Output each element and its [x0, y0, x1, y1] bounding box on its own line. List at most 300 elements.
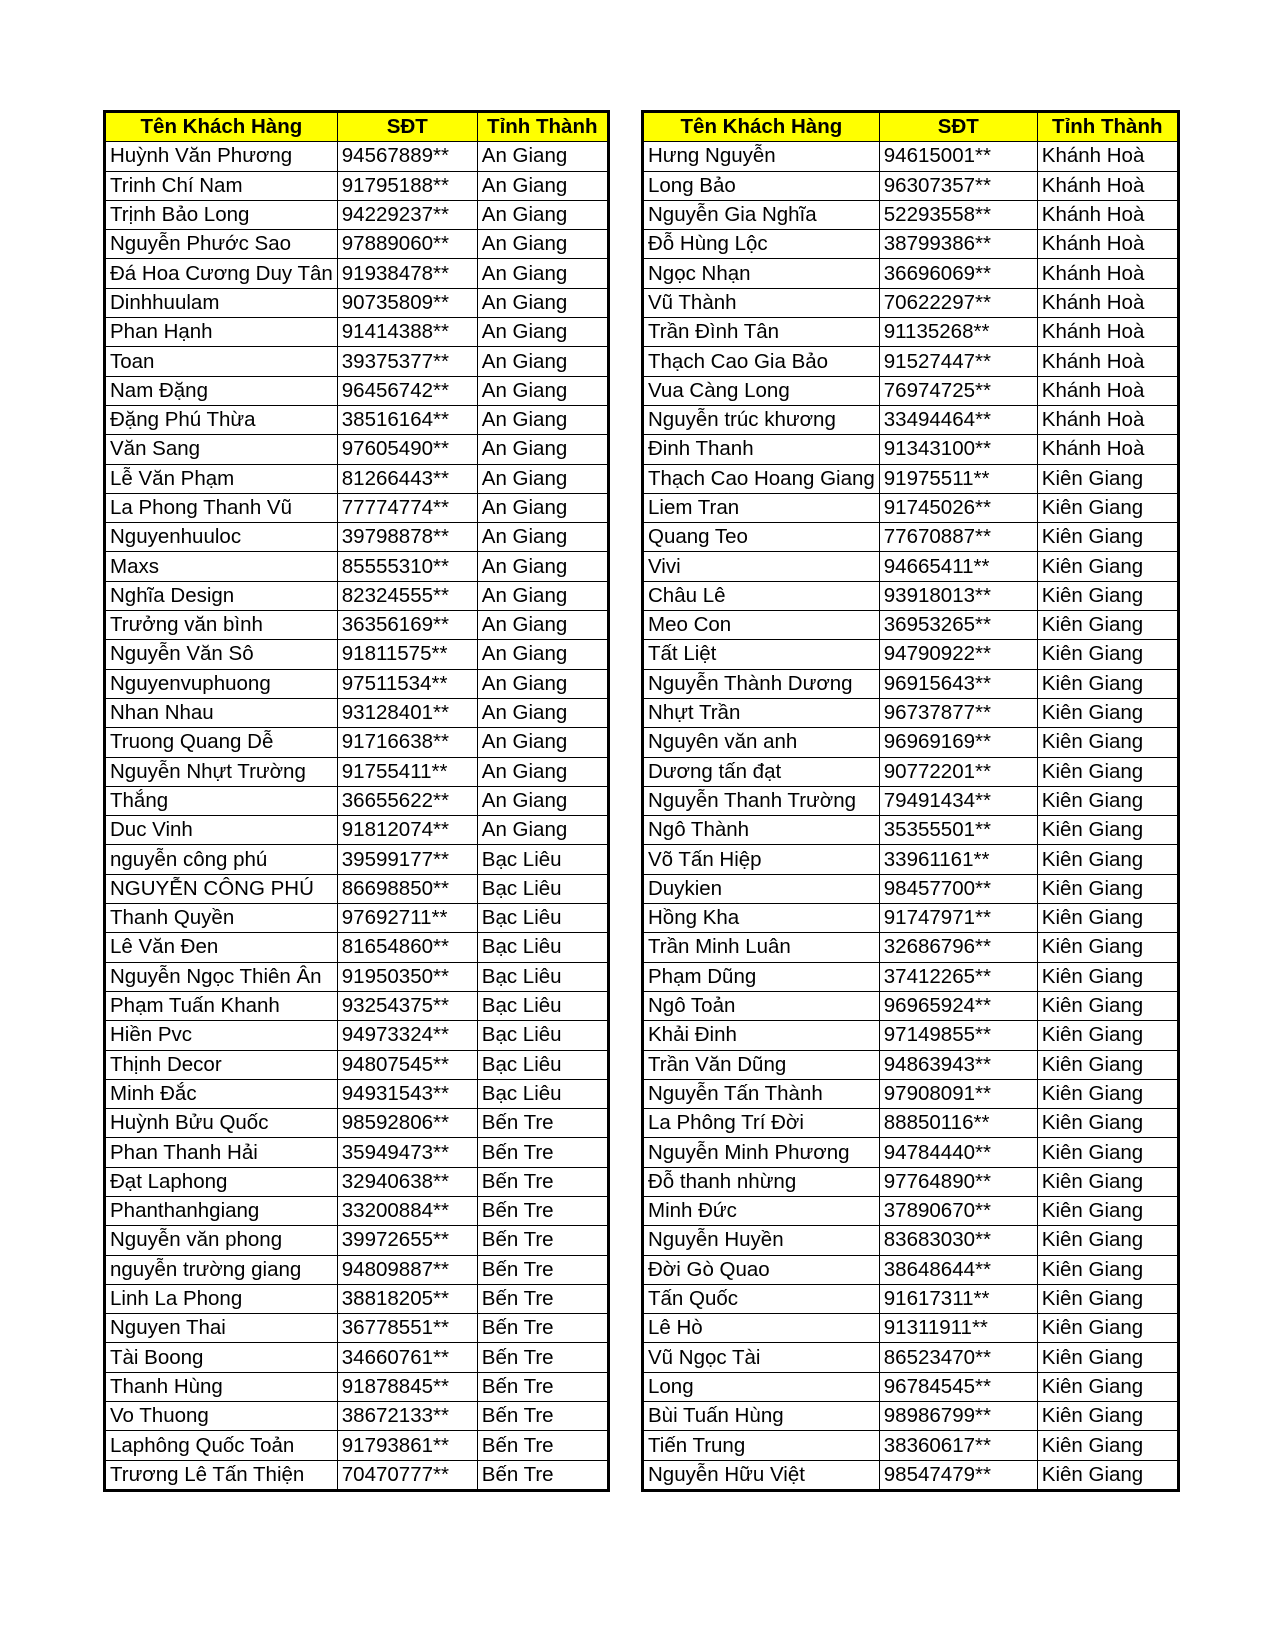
- customer-name-cell: Nguyễn Huyền: [644, 1226, 880, 1255]
- customer-name-cell: Phanthanhgiang: [106, 1196, 338, 1225]
- table-row: [106, 611, 608, 640]
- customer-name-cell: Vo Thuong: [106, 1402, 338, 1431]
- table-row: [644, 669, 1178, 698]
- province-cell: Bến Tre: [477, 1138, 607, 1167]
- phone-cell: 77774774**: [337, 493, 477, 522]
- province-cell: An Giang: [477, 435, 607, 464]
- phone-cell: 88850116**: [879, 1109, 1037, 1138]
- customer-name-cell: Nguyễn Phước Sao: [106, 230, 338, 259]
- province-cell: An Giang: [477, 405, 607, 434]
- table-row: [106, 376, 608, 405]
- customer-name-cell: Văn Sang: [106, 435, 338, 464]
- province-cell: An Giang: [477, 757, 607, 786]
- header-phone: SĐT: [337, 113, 477, 142]
- province-cell: Kiên Giang: [1037, 1226, 1177, 1255]
- table-row: [106, 845, 608, 874]
- customer-name-cell: Lê Văn Đen: [106, 933, 338, 962]
- province-cell: Kiên Giang: [1037, 1460, 1177, 1489]
- phone-cell: 91414388**: [337, 318, 477, 347]
- table-row: [106, 259, 608, 288]
- table-row: [644, 1314, 1178, 1343]
- province-cell: Kiên Giang: [1037, 1314, 1177, 1343]
- province-cell: Bạc Liêu: [477, 962, 607, 991]
- province-cell: Kiên Giang: [1037, 493, 1177, 522]
- table-row: [106, 962, 608, 991]
- header-row: [106, 113, 608, 142]
- table-row: [644, 640, 1178, 669]
- table-row: [644, 171, 1178, 200]
- table-row: [106, 552, 608, 581]
- table-row: [106, 1109, 608, 1138]
- province-cell: An Giang: [477, 581, 607, 610]
- province-cell: Kiên Giang: [1037, 1079, 1177, 1108]
- phone-cell: 91311911**: [879, 1314, 1037, 1343]
- phone-cell: 97511534**: [337, 669, 477, 698]
- table-row: [644, 552, 1178, 581]
- phone-cell: 81654860**: [337, 933, 477, 962]
- province-cell: Bến Tre: [477, 1255, 607, 1284]
- customer-name-cell: Đạt Laphong: [106, 1167, 338, 1196]
- province-cell: An Giang: [477, 259, 607, 288]
- table-row: [106, 933, 608, 962]
- province-cell: Kiên Giang: [1037, 1372, 1177, 1401]
- customer-name-cell: Lễ Văn Phạm: [106, 464, 338, 493]
- customer-name-cell: Thịnh Decor: [106, 1050, 338, 1079]
- phone-cell: 32686796**: [879, 933, 1037, 962]
- province-cell: An Giang: [477, 816, 607, 845]
- phone-cell: 96456742**: [337, 376, 477, 405]
- province-cell: An Giang: [477, 698, 607, 727]
- customer-name-cell: Dinhhuulam: [106, 288, 338, 317]
- province-cell: Bạc Liêu: [477, 845, 607, 874]
- table-row: [644, 1255, 1178, 1284]
- customer-name-cell: Dương tấn đạt: [644, 757, 880, 786]
- phone-cell: 94665411**: [879, 552, 1037, 581]
- customer-name-cell: Minh Đức: [644, 1196, 880, 1225]
- table-row: [644, 493, 1178, 522]
- phone-cell: 97692711**: [337, 904, 477, 933]
- province-cell: Bạc Liêu: [477, 874, 607, 903]
- phone-cell: 94973324**: [337, 1021, 477, 1050]
- province-cell: Khánh Hoà: [1037, 259, 1177, 288]
- customer-name-cell: Nguyễn Văn Sô: [106, 640, 338, 669]
- phone-cell: 36356169**: [337, 611, 477, 640]
- province-cell: An Giang: [477, 523, 607, 552]
- customer-name-cell: Nguyễn văn phong: [106, 1226, 338, 1255]
- province-cell: Kiên Giang: [1037, 728, 1177, 757]
- customer-name-cell: Nguyenvuphuong: [106, 669, 338, 698]
- table-row: [644, 728, 1178, 757]
- province-cell: Khánh Hoà: [1037, 142, 1177, 171]
- table-row: [106, 1050, 608, 1079]
- province-cell: An Giang: [477, 493, 607, 522]
- phone-cell: 98457700**: [879, 874, 1037, 903]
- table-row: [106, 1079, 608, 1108]
- phone-cell: 32940638**: [337, 1167, 477, 1196]
- customer-name-cell: Nguyễn trúc khương: [644, 405, 880, 434]
- phone-cell: 76974725**: [879, 376, 1037, 405]
- table-row: [644, 1226, 1178, 1255]
- phone-cell: 38818205**: [337, 1284, 477, 1313]
- phone-cell: 96969169**: [879, 728, 1037, 757]
- table-row: [106, 816, 608, 845]
- phone-cell: 90735809**: [337, 288, 477, 317]
- table-row: [644, 904, 1178, 933]
- phone-cell: 91950350**: [337, 962, 477, 991]
- table-row: [106, 435, 608, 464]
- province-cell: Kiên Giang: [1037, 1021, 1177, 1050]
- province-cell: Bến Tre: [477, 1460, 607, 1489]
- province-cell: An Giang: [477, 552, 607, 581]
- table-row: [106, 1431, 608, 1460]
- phone-cell: 91527447**: [879, 347, 1037, 376]
- province-cell: Kiên Giang: [1037, 1284, 1177, 1313]
- table-row: [106, 874, 608, 903]
- table-row: [644, 259, 1178, 288]
- phone-cell: 35949473**: [337, 1138, 477, 1167]
- phone-cell: 91747971**: [879, 904, 1037, 933]
- province-cell: Bến Tre: [477, 1167, 607, 1196]
- customer-name-cell: Đặng Phú Thừa: [106, 405, 338, 434]
- phone-cell: 91975511**: [879, 464, 1037, 493]
- phone-cell: 94784440**: [879, 1138, 1037, 1167]
- province-cell: An Giang: [477, 611, 607, 640]
- table-row: [106, 640, 608, 669]
- customer-name-cell: Truong Quang Dễ: [106, 728, 338, 757]
- table-row: [644, 581, 1178, 610]
- phone-cell: 38648644**: [879, 1255, 1037, 1284]
- phone-cell: 97764890**: [879, 1167, 1037, 1196]
- table-row: [106, 523, 608, 552]
- customer-name-cell: Đinh Thanh: [644, 435, 880, 464]
- province-cell: Kiên Giang: [1037, 1109, 1177, 1138]
- phone-cell: 36696069**: [879, 259, 1037, 288]
- customer-name-cell: Liem Tran: [644, 493, 880, 522]
- province-cell: Kiên Giang: [1037, 845, 1177, 874]
- phone-cell: 96307357**: [879, 171, 1037, 200]
- province-cell: Khánh Hoà: [1037, 318, 1177, 347]
- table-row: [106, 669, 608, 698]
- phone-cell: 38516164**: [337, 405, 477, 434]
- table-row: [106, 1402, 608, 1431]
- table-row: [644, 1050, 1178, 1079]
- province-cell: Khánh Hoà: [1037, 405, 1177, 434]
- province-cell: Bến Tre: [477, 1196, 607, 1225]
- customer-name-cell: Vũ Ngọc Tài: [644, 1343, 880, 1372]
- customer-name-cell: Trưởng văn bình: [106, 611, 338, 640]
- province-cell: Bạc Liêu: [477, 1021, 607, 1050]
- customer-name-cell: Bùi Tuấn Hùng: [644, 1402, 880, 1431]
- province-cell: Kiên Giang: [1037, 1138, 1177, 1167]
- table-row: [644, 1167, 1178, 1196]
- phone-cell: 94229237**: [337, 200, 477, 229]
- table-row: [106, 171, 608, 200]
- customer-table-right: [643, 112, 1178, 1490]
- customer-name-cell: Nghĩa Design: [106, 581, 338, 610]
- table-row: [106, 1255, 608, 1284]
- table-row: [644, 523, 1178, 552]
- province-cell: An Giang: [477, 200, 607, 229]
- province-cell: Kiên Giang: [1037, 669, 1177, 698]
- province-cell: Kiên Giang: [1037, 611, 1177, 640]
- customer-name-cell: Nguyen Thai: [106, 1314, 338, 1343]
- customer-name-cell: Nguyenhuuloc: [106, 523, 338, 552]
- table-row: [644, 1284, 1178, 1313]
- table-row: [644, 1109, 1178, 1138]
- table-row: [644, 318, 1178, 347]
- phone-cell: 98547479**: [879, 1460, 1037, 1489]
- table-row: [106, 288, 608, 317]
- customer-name-cell: Long Bảo: [644, 171, 880, 200]
- customer-name-cell: nguyễn công phú: [106, 845, 338, 874]
- province-cell: Khánh Hoà: [1037, 171, 1177, 200]
- phone-cell: 93128401**: [337, 698, 477, 727]
- province-cell: Bạc Liêu: [477, 904, 607, 933]
- table-row: [644, 1138, 1178, 1167]
- province-cell: Bến Tre: [477, 1431, 607, 1460]
- province-cell: An Giang: [477, 171, 607, 200]
- customer-name-cell: Thanh Quyền: [106, 904, 338, 933]
- phone-cell: 93254375**: [337, 991, 477, 1020]
- province-cell: Kiên Giang: [1037, 523, 1177, 552]
- province-cell: Bạc Liêu: [477, 1079, 607, 1108]
- phone-cell: 94931543**: [337, 1079, 477, 1108]
- customer-name-cell: Trần Văn Dũng: [644, 1050, 880, 1079]
- province-cell: Khánh Hoà: [1037, 200, 1177, 229]
- customer-name-cell: Thạch Cao Hoang Giang: [644, 464, 880, 493]
- customer-name-cell: Vivi: [644, 552, 880, 581]
- phone-cell: 96915643**: [879, 669, 1037, 698]
- table-row: [644, 464, 1178, 493]
- customer-name-cell: Võ Tấn Hiệp: [644, 845, 880, 874]
- phone-cell: 91793861**: [337, 1431, 477, 1460]
- customer-name-cell: Tất Liệt: [644, 640, 880, 669]
- customer-name-cell: Nhan Nhau: [106, 698, 338, 727]
- province-cell: Kiên Giang: [1037, 464, 1177, 493]
- table-row: [106, 1226, 608, 1255]
- customer-name-cell: Châu Lê: [644, 581, 880, 610]
- province-cell: An Giang: [477, 669, 607, 698]
- province-cell: An Giang: [477, 728, 607, 757]
- table-row: [106, 318, 608, 347]
- province-cell: Khánh Hoà: [1037, 288, 1177, 317]
- table-row: [644, 1079, 1178, 1108]
- phone-cell: 86698850**: [337, 874, 477, 903]
- customer-name-cell: Linh La Phong: [106, 1284, 338, 1313]
- customer-name-cell: Phan Thanh Hải: [106, 1138, 338, 1167]
- table-row: [106, 698, 608, 727]
- table-row: [106, 1460, 608, 1489]
- province-cell: An Giang: [477, 464, 607, 493]
- phone-cell: 91811575**: [337, 640, 477, 669]
- table-row: [644, 757, 1178, 786]
- province-cell: Bến Tre: [477, 1372, 607, 1401]
- province-cell: An Giang: [477, 142, 607, 171]
- customer-name-cell: Trinh Chí Nam: [106, 171, 338, 200]
- phone-cell: 70622297**: [879, 288, 1037, 317]
- phone-cell: 91135268**: [879, 318, 1037, 347]
- phone-cell: 38360617**: [879, 1431, 1037, 1460]
- phone-cell: 91795188**: [337, 171, 477, 200]
- province-cell: Kiên Giang: [1037, 962, 1177, 991]
- province-cell: An Giang: [477, 347, 607, 376]
- province-cell: Kiên Giang: [1037, 1255, 1177, 1284]
- table-row: [644, 1431, 1178, 1460]
- customer-name-cell: Trần Minh Luân: [644, 933, 880, 962]
- province-cell: Kiên Giang: [1037, 1343, 1177, 1372]
- customer-name-cell: Đời Gò Quao: [644, 1255, 880, 1284]
- customer-name-cell: Thắng: [106, 786, 338, 815]
- customer-name-cell: Maxs: [106, 552, 338, 581]
- phone-cell: 91812074**: [337, 816, 477, 845]
- table-row: [644, 611, 1178, 640]
- customer-name-cell: Huỳnh Bửu Quốc: [106, 1109, 338, 1138]
- customer-name-cell: Ngô Toản: [644, 991, 880, 1020]
- phone-cell: 33200884**: [337, 1196, 477, 1225]
- table-row: [106, 1021, 608, 1050]
- phone-cell: 86523470**: [879, 1343, 1037, 1372]
- header-row: [644, 113, 1178, 142]
- customer-name-cell: Nguyễn Thanh Trường: [644, 786, 880, 815]
- table-row: [106, 1196, 608, 1225]
- province-cell: Bến Tre: [477, 1314, 607, 1343]
- phone-cell: 52293558**: [879, 200, 1037, 229]
- table-row: [106, 581, 608, 610]
- customer-name-cell: Trương Lê Tấn Thiện: [106, 1460, 338, 1489]
- phone-cell: 96965924**: [879, 991, 1037, 1020]
- phone-cell: 70470777**: [337, 1460, 477, 1489]
- table-row: [644, 1196, 1178, 1225]
- phone-cell: 37890670**: [879, 1196, 1037, 1225]
- province-cell: Kiên Giang: [1037, 757, 1177, 786]
- phone-cell: 96784545**: [879, 1372, 1037, 1401]
- table-row: [644, 845, 1178, 874]
- table-row: [106, 405, 608, 434]
- customer-name-cell: Nguyễn Nhựt Trường: [106, 757, 338, 786]
- province-cell: Bạc Liêu: [477, 1050, 607, 1079]
- table-row: [644, 376, 1178, 405]
- customer-name-cell: Long: [644, 1372, 880, 1401]
- province-cell: An Giang: [477, 640, 607, 669]
- province-cell: Bạc Liêu: [477, 991, 607, 1020]
- phone-cell: 91617311**: [879, 1284, 1037, 1313]
- province-cell: Bến Tre: [477, 1226, 607, 1255]
- customer-name-cell: Vũ Thành: [644, 288, 880, 317]
- phone-cell: 35355501**: [879, 816, 1037, 845]
- table-row: [644, 347, 1178, 376]
- province-cell: Kiên Giang: [1037, 1431, 1177, 1460]
- customer-name-cell: Thạch Cao Gia Bảo: [644, 347, 880, 376]
- province-cell: Kiên Giang: [1037, 698, 1177, 727]
- table-row: [644, 435, 1178, 464]
- table-row: [106, 991, 608, 1020]
- phone-cell: 33961161**: [879, 845, 1037, 874]
- table-row: [644, 288, 1178, 317]
- table-row: [644, 991, 1178, 1020]
- customer-name-cell: Tài Boong: [106, 1343, 338, 1372]
- customer-name-cell: Nguyễn Hữu Việt: [644, 1460, 880, 1489]
- customer-name-cell: Nam Đặng: [106, 376, 338, 405]
- province-cell: Bến Tre: [477, 1284, 607, 1313]
- customer-name-cell: Phạm Dũng: [644, 962, 880, 991]
- phone-cell: 81266443**: [337, 464, 477, 493]
- customer-name-cell: Đỗ thanh nhừng: [644, 1167, 880, 1196]
- customer-name-cell: Meo Con: [644, 611, 880, 640]
- customer-name-cell: Toan: [106, 347, 338, 376]
- customer-name-cell: Ngọc Nhạn: [644, 259, 880, 288]
- customer-name-cell: Nguyễn Minh Phương: [644, 1138, 880, 1167]
- province-cell: Kiên Giang: [1037, 816, 1177, 845]
- table-row: [106, 728, 608, 757]
- table-row: [106, 230, 608, 259]
- phone-cell: 38799386**: [879, 230, 1037, 259]
- province-cell: Khánh Hoà: [1037, 376, 1177, 405]
- table-row: [644, 1460, 1178, 1489]
- customer-name-cell: Quang Teo: [644, 523, 880, 552]
- phone-cell: 83683030**: [879, 1226, 1037, 1255]
- province-cell: Kiên Giang: [1037, 581, 1177, 610]
- phone-cell: 91938478**: [337, 259, 477, 288]
- phone-cell: 94807545**: [337, 1050, 477, 1079]
- table-row: [644, 933, 1178, 962]
- table-row: [106, 464, 608, 493]
- province-cell: Bến Tre: [477, 1402, 607, 1431]
- table-row: [106, 493, 608, 522]
- customer-name-cell: Lê Hò: [644, 1314, 880, 1343]
- customer-name-cell: Khải Đinh: [644, 1021, 880, 1050]
- table-row: [644, 1343, 1178, 1372]
- customer-name-cell: Thanh Hùng: [106, 1372, 338, 1401]
- table-row: [644, 230, 1178, 259]
- province-cell: Kiên Giang: [1037, 904, 1177, 933]
- phone-cell: 98986799**: [879, 1402, 1037, 1431]
- customer-name-cell: Phan Hạnh: [106, 318, 338, 347]
- phone-cell: 97889060**: [337, 230, 477, 259]
- customer-name-cell: Phạm Tuấn Khanh: [106, 991, 338, 1020]
- table-row: [106, 1284, 608, 1313]
- customer-name-cell: Hồng Kha: [644, 904, 880, 933]
- phone-cell: 79491434**: [879, 786, 1037, 815]
- customer-name-cell: Đỗ Hùng Lộc: [644, 230, 880, 259]
- phone-cell: 39972655**: [337, 1226, 477, 1255]
- phone-cell: 39798878**: [337, 523, 477, 552]
- phone-cell: 33494464**: [879, 405, 1037, 434]
- phone-cell: 34660761**: [337, 1343, 477, 1372]
- table-row: [106, 1138, 608, 1167]
- customer-name-cell: Đá Hoa Cương Duy Tân: [106, 259, 338, 288]
- customer-name-cell: Huỳnh Văn Phương: [106, 142, 338, 171]
- table-row: [644, 816, 1178, 845]
- phone-cell: 39599177**: [337, 845, 477, 874]
- customer-name-cell: Ngô Thành: [644, 816, 880, 845]
- customer-name-cell: Nguyễn Thành Dương: [644, 669, 880, 698]
- table-row: [644, 698, 1178, 727]
- table-row: [644, 962, 1178, 991]
- customer-table-left: [105, 112, 608, 1490]
- table-row: [106, 1343, 608, 1372]
- phone-cell: 94809887**: [337, 1255, 477, 1284]
- province-cell: Khánh Hoà: [1037, 435, 1177, 464]
- province-cell: Kiên Giang: [1037, 1196, 1177, 1225]
- table-row: [644, 786, 1178, 815]
- header-province: Tỉnh Thành: [477, 113, 607, 142]
- phone-cell: 37412265**: [879, 962, 1037, 991]
- customer-name-cell: Nguyễn Gia Nghĩa: [644, 200, 880, 229]
- table-row: [106, 142, 608, 171]
- phone-cell: 82324555**: [337, 581, 477, 610]
- table-row: [106, 786, 608, 815]
- phone-cell: 94790922**: [879, 640, 1037, 669]
